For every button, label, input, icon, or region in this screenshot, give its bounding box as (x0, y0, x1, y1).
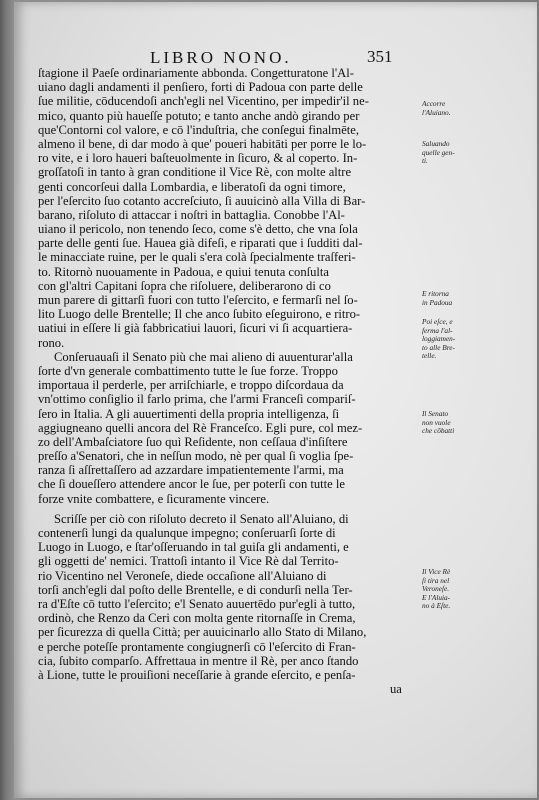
margin-note-line: E ritorna (422, 289, 449, 298)
margin-note-line: Saluando (422, 139, 450, 148)
text-line: genti concorſeui dalla Lombardia, e liberatoſi da ogni timore, (38, 179, 346, 194)
margin-note-line: quelle gen- (422, 147, 455, 157)
text-line: mico, quanto più haueſſe potuto; e tanto anche andò girando per (38, 108, 360, 123)
margin-note (422, 410, 478, 436)
body-text (38, 66, 426, 696)
text-line: cia, ſubito comparſo. Affrettaua in mentre il Rè, per anco ſtando (38, 653, 359, 668)
margin-note-line: Accorre (422, 99, 446, 108)
text-line: vn'ottimo conſiglio il farlo prima, che l'armi Franceſi compariſ- (38, 392, 356, 407)
text-line: ordinò, che Renzo da Ceri con molta gente ritornaſſe in Crema, (38, 611, 356, 626)
margin-note-line: ti. (422, 156, 428, 166)
text-line: rio Vicentino nel Veroneſe, diede occaſione all'Aluiano di (38, 568, 327, 583)
text-line: per l'eſercito ſuo cotanto accreſciuto, ſi auuicinò alla Villa di Bar- (38, 193, 366, 208)
margin-note-line: l'Aluiano. (422, 107, 451, 117)
text-line: lito Luogo delle Brentelle; Il che anco ſubito eſeguirono, e ritro- (38, 307, 361, 322)
text-line: mun parere di gittarſi fuori con tutto l'eſercito, e fermarſi nel ſo- (38, 293, 358, 307)
text-line: le minacciate ruine, per le quali s'era colà ſpecialmente traſferi- (38, 250, 356, 265)
text-line: almeno il bene, di dar modo à que' poueri habitāti per porre le lo- (38, 136, 367, 151)
text-line: ro vite, e i loro haueri baſteuolmente in ſicuro, & al coperto. In- (38, 151, 358, 166)
text-line: contenerſi lungi da qualunque impegno; conſeruarſi ſorte di (38, 526, 336, 540)
text-line: ſtagione il Paeſe ordinariamente abbonda. Congetturatone l'Al- (38, 66, 354, 80)
margin-note-line: loggiamen- (422, 334, 456, 344)
text-line: to. Ritornò nuouamente in Padoua, e quiui tenuta conſulta (38, 264, 329, 279)
margin-note (422, 318, 478, 361)
text-line: ranza ſi aſſrettaſſero ad azzardare impatientemente l'armi, ma (38, 463, 344, 478)
margin-note-line: non vuole (422, 417, 451, 427)
text-line: uatiui in eſſere li già fabbricatiui lauori, ſicuri vi ſi acquartiera- (38, 321, 353, 336)
margin-note (422, 100, 478, 117)
text-line: preſſo a'Senatori, che in neſſun modo, nè per qual ſi voglia ſpe- (38, 449, 354, 464)
text-line: uiano dagli andamenti il penſiero, forti di Padoua con parte delle (38, 80, 363, 95)
text-line: uiano il pericolo, non tenendo ſeco, come s'è detto, che vna ſola (38, 222, 358, 237)
margin-note-line: Veroneſe. (422, 584, 450, 594)
margin-note-line: ferma l'al- (422, 325, 453, 335)
text-line: ſorte d'vn generale combattimento tutte le ſue forze. Troppo (38, 363, 338, 378)
margin-note-line: to alle Bre- (422, 342, 455, 352)
margin-note (422, 568, 478, 611)
text-line: con gl'altri Capitani ſopra che riſoluere, deliberarono di co (38, 278, 331, 293)
text-line: à Lione, tutte le prouiſioni neceſſarie à grande eſercito, e penſa- (38, 667, 356, 682)
margin-note (422, 290, 478, 307)
text-line: Scriſſe per ciò con riſoluto decreto il Senato all'Aluiano, di (54, 511, 349, 526)
text-line: torſi anch'egli dal poſto delle Brentelle, e di condurſi nella Ter- (38, 582, 353, 597)
book-page (14, 2, 537, 798)
text-line: ſero in Italia. A gli auuertimenti della propria intelligenza, ſi (38, 406, 340, 421)
running-title: LIBRO NONO. (150, 48, 292, 67)
margin-note-line: che cōbatti (422, 426, 455, 436)
text-line: parte delle genti ſue. Hauea già difeſi, e riparati que i ſudditi dal- (38, 236, 363, 251)
margin-note-line: in Padoua (422, 297, 453, 307)
text-line: barano, riſoluto di attaccar i noſtri in battaglia. Conobbe l'Al- (38, 207, 345, 222)
text-line: gli oggetti de' nemici. Trattoſi intanto il Vice Rè dal Territo- (38, 554, 339, 569)
catchword: ua (390, 682, 402, 697)
text-line: forze vnite combattere, e ſicuramente vincere. (38, 491, 270, 506)
margin-note-line: ſi tira nel (422, 575, 450, 585)
margin-note-line: Poi eſce, e (422, 317, 453, 326)
text-line: Conſeruauaſi il Senato più che mai alieno di auuenturar'alla (54, 349, 353, 364)
margin-note-line: telle. (422, 351, 437, 361)
margin-note-line: Il Vice Rè (422, 567, 451, 576)
margin-note-line: Il Senato (422, 409, 449, 418)
text-line: que'Contorni col valore, e cō l'induſtria, che conſegui finalmēte, (38, 122, 360, 137)
margin-note-line: no à Eſte. (422, 601, 451, 611)
text-line: e perche poteſſe prontamente congiugnerſi cō l'eſercito di Fran- (38, 639, 356, 654)
margin-note (422, 140, 478, 166)
text-line: groſſatoſi in tanto à gran conditione il Vice Rè, con molte altre (38, 165, 352, 180)
page-number: 351 (367, 47, 393, 66)
text-line: importaua il perderle, per arriſchiarle, e troppo diſcordaua da (38, 378, 344, 393)
text-line: ra d'Eſte cō tutto l'eſercito; e'l Senato auuertēdo pur'egli à tutto, (38, 596, 356, 611)
text-line: zo dell'Ambaſciatore ſuo quì Reſidente, non ceſſaua d'inſiſtere (38, 434, 348, 449)
text-line: ſue militie, cōducendoſi anch'egli nel Vicentino, per impedir'il ne- (38, 94, 369, 109)
text-line: aggiugneano quelli ancora del Rè Franceſco. Egli pure, col mez- (38, 420, 363, 435)
margin-note-line: E l'Aluia- (422, 592, 451, 602)
text-line: Luogo in Luogo, e ſtar'oſſeruando in tal guiſa gli andamenti, e (38, 540, 349, 555)
text-line: per ſicurezza di quella Città; per auuicinarlo allo Stato di Milano, (38, 625, 367, 640)
text-line: rono. (38, 335, 65, 350)
text-line: che ſi doueſſero attendere ancor le ſue, per poterſi con tutte le (38, 477, 346, 492)
